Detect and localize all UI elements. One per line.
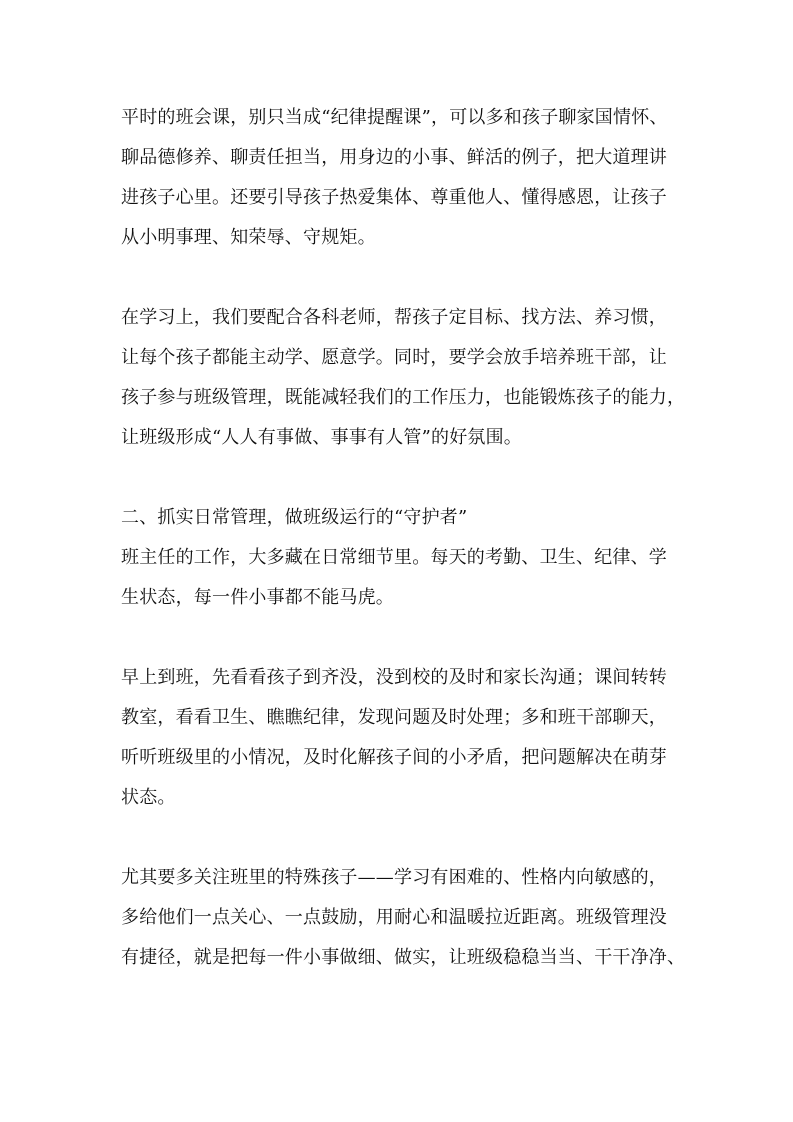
text-line: 进孩子心里。还要引导孩子热爱集体、尊重他人、懂得感恩，让孩子 [121, 187, 667, 208]
text-line: 让班级形成“人人有事做、事事有人管”的好氛围。 [121, 427, 523, 448]
text-line: 生状态，每一件小事都不能马虎。 [121, 587, 394, 608]
paragraph-spacer [121, 458, 681, 498]
text-line: 班主任的工作，大多藏在日常细节里。每天的考勤、卫生、纪律、学 [121, 547, 667, 568]
text-line: 让每个孩子都能主动学、愿意学。同时，要学会放手培养班干部，让 [121, 347, 667, 368]
section-daily-management [121, 498, 681, 618]
paragraph-spacer [121, 818, 681, 858]
document-body [121, 98, 686, 978]
text-line: 听听班级里的小情况，及时化解孩子间的小矛盾，把问题解决在萌芽 [121, 747, 667, 768]
text-line: 在学习上，我们要配合各科老师，帮孩子定目标、找方法、养习惯， [121, 307, 667, 328]
text-line: 从小明事理、知荣辱、守规矩。 [121, 227, 376, 248]
paragraph-spacer [121, 258, 681, 298]
text-line: 孩子参与班级管理，既能减轻我们的工作压力，也能锻炼孩子的能力， [121, 387, 686, 408]
text-line: 尤其要多关注班里的特殊孩子——学习有困难的、性格内向敏感的， [121, 867, 667, 888]
paragraph-morning-routine [121, 658, 681, 818]
paragraph-spacer [121, 618, 681, 658]
text-line: 有捷径，就是把每一件小事做细、做实，让班级稳稳当当、干干净净、 [121, 947, 686, 968]
paragraph-study [121, 298, 686, 458]
text-line: 多给他们一点关心、一点鼓励，用耐心和温暖拉近距离。班级管理没 [121, 907, 667, 928]
section-heading: 二、抓实日常管理，做班级运行的“守护者” [121, 507, 468, 528]
text-line: 聊品德修养、聊责任担当，用身边的小事、鲜活的例子，把大道理讲 [121, 147, 667, 168]
paragraph-class-meeting [121, 98, 681, 258]
text-line: 早上到班，先看看孩子到齐没，没到校的及时和家长沟通；课间转转 [121, 667, 667, 688]
text-line: 教室，看看卫生、瞧瞧纪律，发现问题及时处理；多和班干部聊天， [121, 707, 667, 728]
text-line: 状态。 [121, 787, 176, 808]
paragraph-special-children [121, 858, 686, 978]
text-line: 平时的班会课，别只当成“纪律提醒课”，可以多和孩子聊家国情怀、 [121, 107, 668, 128]
